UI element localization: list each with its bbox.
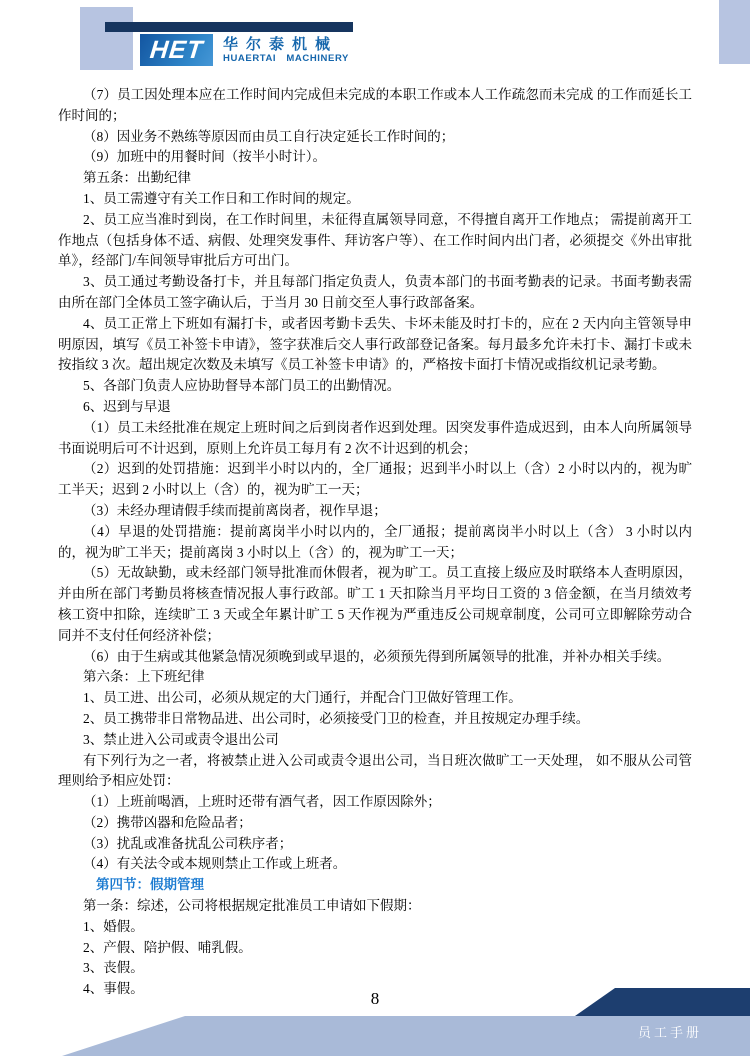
paragraph: 5、各部门负责人应协助督导本部门员工的出勤情况。 <box>83 378 401 394</box>
paragraph: 有下列行为之一者，将被禁止进入公司或责令退出公司，当日班次做旷工一天处理， 如不服从公司管理则给予相应处罚： <box>58 752 692 789</box>
paragraph: （2）携带凶器和危险品者； <box>83 814 252 830</box>
paragraph: （1）员工未经批准在规定上班时间之后到岗者作迟到处理。因突发事件造成迟到，由本人向所属领导书面说明后可不计迟到，原则上允许员工每月有 2 次不计迟到的机会； <box>58 419 692 456</box>
paragraph: 4、员工正常上下班如有漏打卡，或者因考勤卡丢失、卡坏未能及时打卡的，应在 2 天内向主管领导申明原因，填写《员工补签卡申请》，签字获准后交人事行政部登记备案。每月最多允许未打卡、漏打卡或未按指纹 3 次。超出规定次数及未填写《员工补签卡申请》的，严格按卡面打卡情况或指纹机记录考勤。 <box>58 315 692 373</box>
paragraph: （4）早退的处罚措施：提前离岗半小时以内的，全厂通报；提前离岗半小时以上（含） 3 小时以内的，视为旷工半天；提前离岗 3 小时以上（含）的，视为旷工一天； <box>58 523 692 560</box>
paragraph: （9）加班中的用餐时间（按半小时计）。 <box>83 149 326 165</box>
page-number: 8 <box>370 989 380 1008</box>
document-body <box>58 85 692 1000</box>
header-right-accent <box>719 0 750 64</box>
header-top-bar <box>105 22 353 32</box>
paragraph: （5）无故缺勤，或未经部门领导批准而休假者，视为旷工。员工直接上级应及时联络本人查明原因，并由所在部门考勤员将核查情况报人事行政部。旷工 1 天扣除当月平均日工资的 3 倍金额，在当月绩效考核工资中扣除，连续旷工 3 天或全年累计旷工 5 天作视为严重违反公司规章制度，公司可立即解除劳动合同并不支付任何经济补偿； <box>58 565 692 643</box>
paragraph: （6）由于生病或其他紧急情况须晚到或早退的，必须预先得到所属领导的批准，并补办相关手续。 <box>83 648 671 664</box>
paragraph: 3、员工通过考勤设备打卡，并且每部门指定负责人，负责本部门的书面考勤表的记录。书面考勤表需由所在部门全体员工签字确认后，于当月 30 日前交至人事行政部备案。 <box>58 274 692 310</box>
footer-doc-label: 员工手册 <box>638 1025 703 1040</box>
paragraph: （8）因业务不熟练等原因而由员工自行决定延长工作时间的； <box>83 128 455 144</box>
section-heading: 第四节：假期管理 <box>96 877 204 893</box>
paragraph: 1、婚假。 <box>83 918 144 934</box>
paragraph: 3、丧假。 <box>83 960 144 976</box>
paragraph: 4、事假。 <box>83 981 144 997</box>
paragraph: （3）扰乱或准备扰乱公司秩序者； <box>83 835 293 851</box>
company-logo <box>140 34 213 66</box>
paragraph: （3）未经办理请假手续而提前离岗者，视作早退； <box>83 502 387 518</box>
paragraph: （4）有关法令或本规则禁止工作或上班者。 <box>83 856 347 872</box>
paragraph: 1、员工需遵守有关工作日和工作时间的规定。 <box>83 190 360 206</box>
company-name-cn: 华尔泰机械 <box>223 36 339 53</box>
paragraph: 6、迟到与早退 <box>83 398 171 414</box>
paragraph: 第一条：综述，公司将根据规定批准员工申请如下假期： <box>83 898 421 914</box>
paragraph: 1、员工进、出公司，必须从规定的大门通行，并配合门卫做好管理工作。 <box>83 690 522 706</box>
paragraph: 2、产假、陪护假、哺乳假。 <box>83 939 252 955</box>
company-logo-text: HET <box>148 35 205 64</box>
paragraph: 第六条：上下班纪律 <box>83 669 205 685</box>
paragraph: （1）上班前喝酒，上班时还带有酒气者，因工作原因除外； <box>83 794 441 810</box>
header-left-accent <box>80 7 133 70</box>
paragraph: （7）员工因处理本应在工作时间内完成但未完成的本职工作或本人工作疏忽而未完成 的工作而延长工作时间的； <box>58 87 692 123</box>
paragraph: 3、禁止进入公司或责令退出公司 <box>83 731 279 747</box>
paragraph: 2、员工应当准时到岗，在工作时间里，未征得直属领导同意，不得擅自离开工作地点； 需提前离开工作地点（包括身体不适、病假、处理突发事件、拜访客户等）、在工作时间内出门者，必须提交《外出审批单》，经部门/车间领导审批后方可出门。 <box>58 211 692 269</box>
company-name-en: HUAERTAI MACHINERY <box>223 53 349 64</box>
paragraph: 2、员工携带非日常物品进、出公司时，必须接受门卫的检查，并且按规定办理手续。 <box>83 710 590 726</box>
paragraph: （2）迟到的处罚措施：迟到半小时以内的，全厂通报；迟到半小时以上（含）2 小时以内的，视为旷工半天；迟到 2 小时以上（含）的，视为旷工一天； <box>58 461 692 498</box>
paragraph: 第五条：出勤纪律 <box>83 170 191 186</box>
